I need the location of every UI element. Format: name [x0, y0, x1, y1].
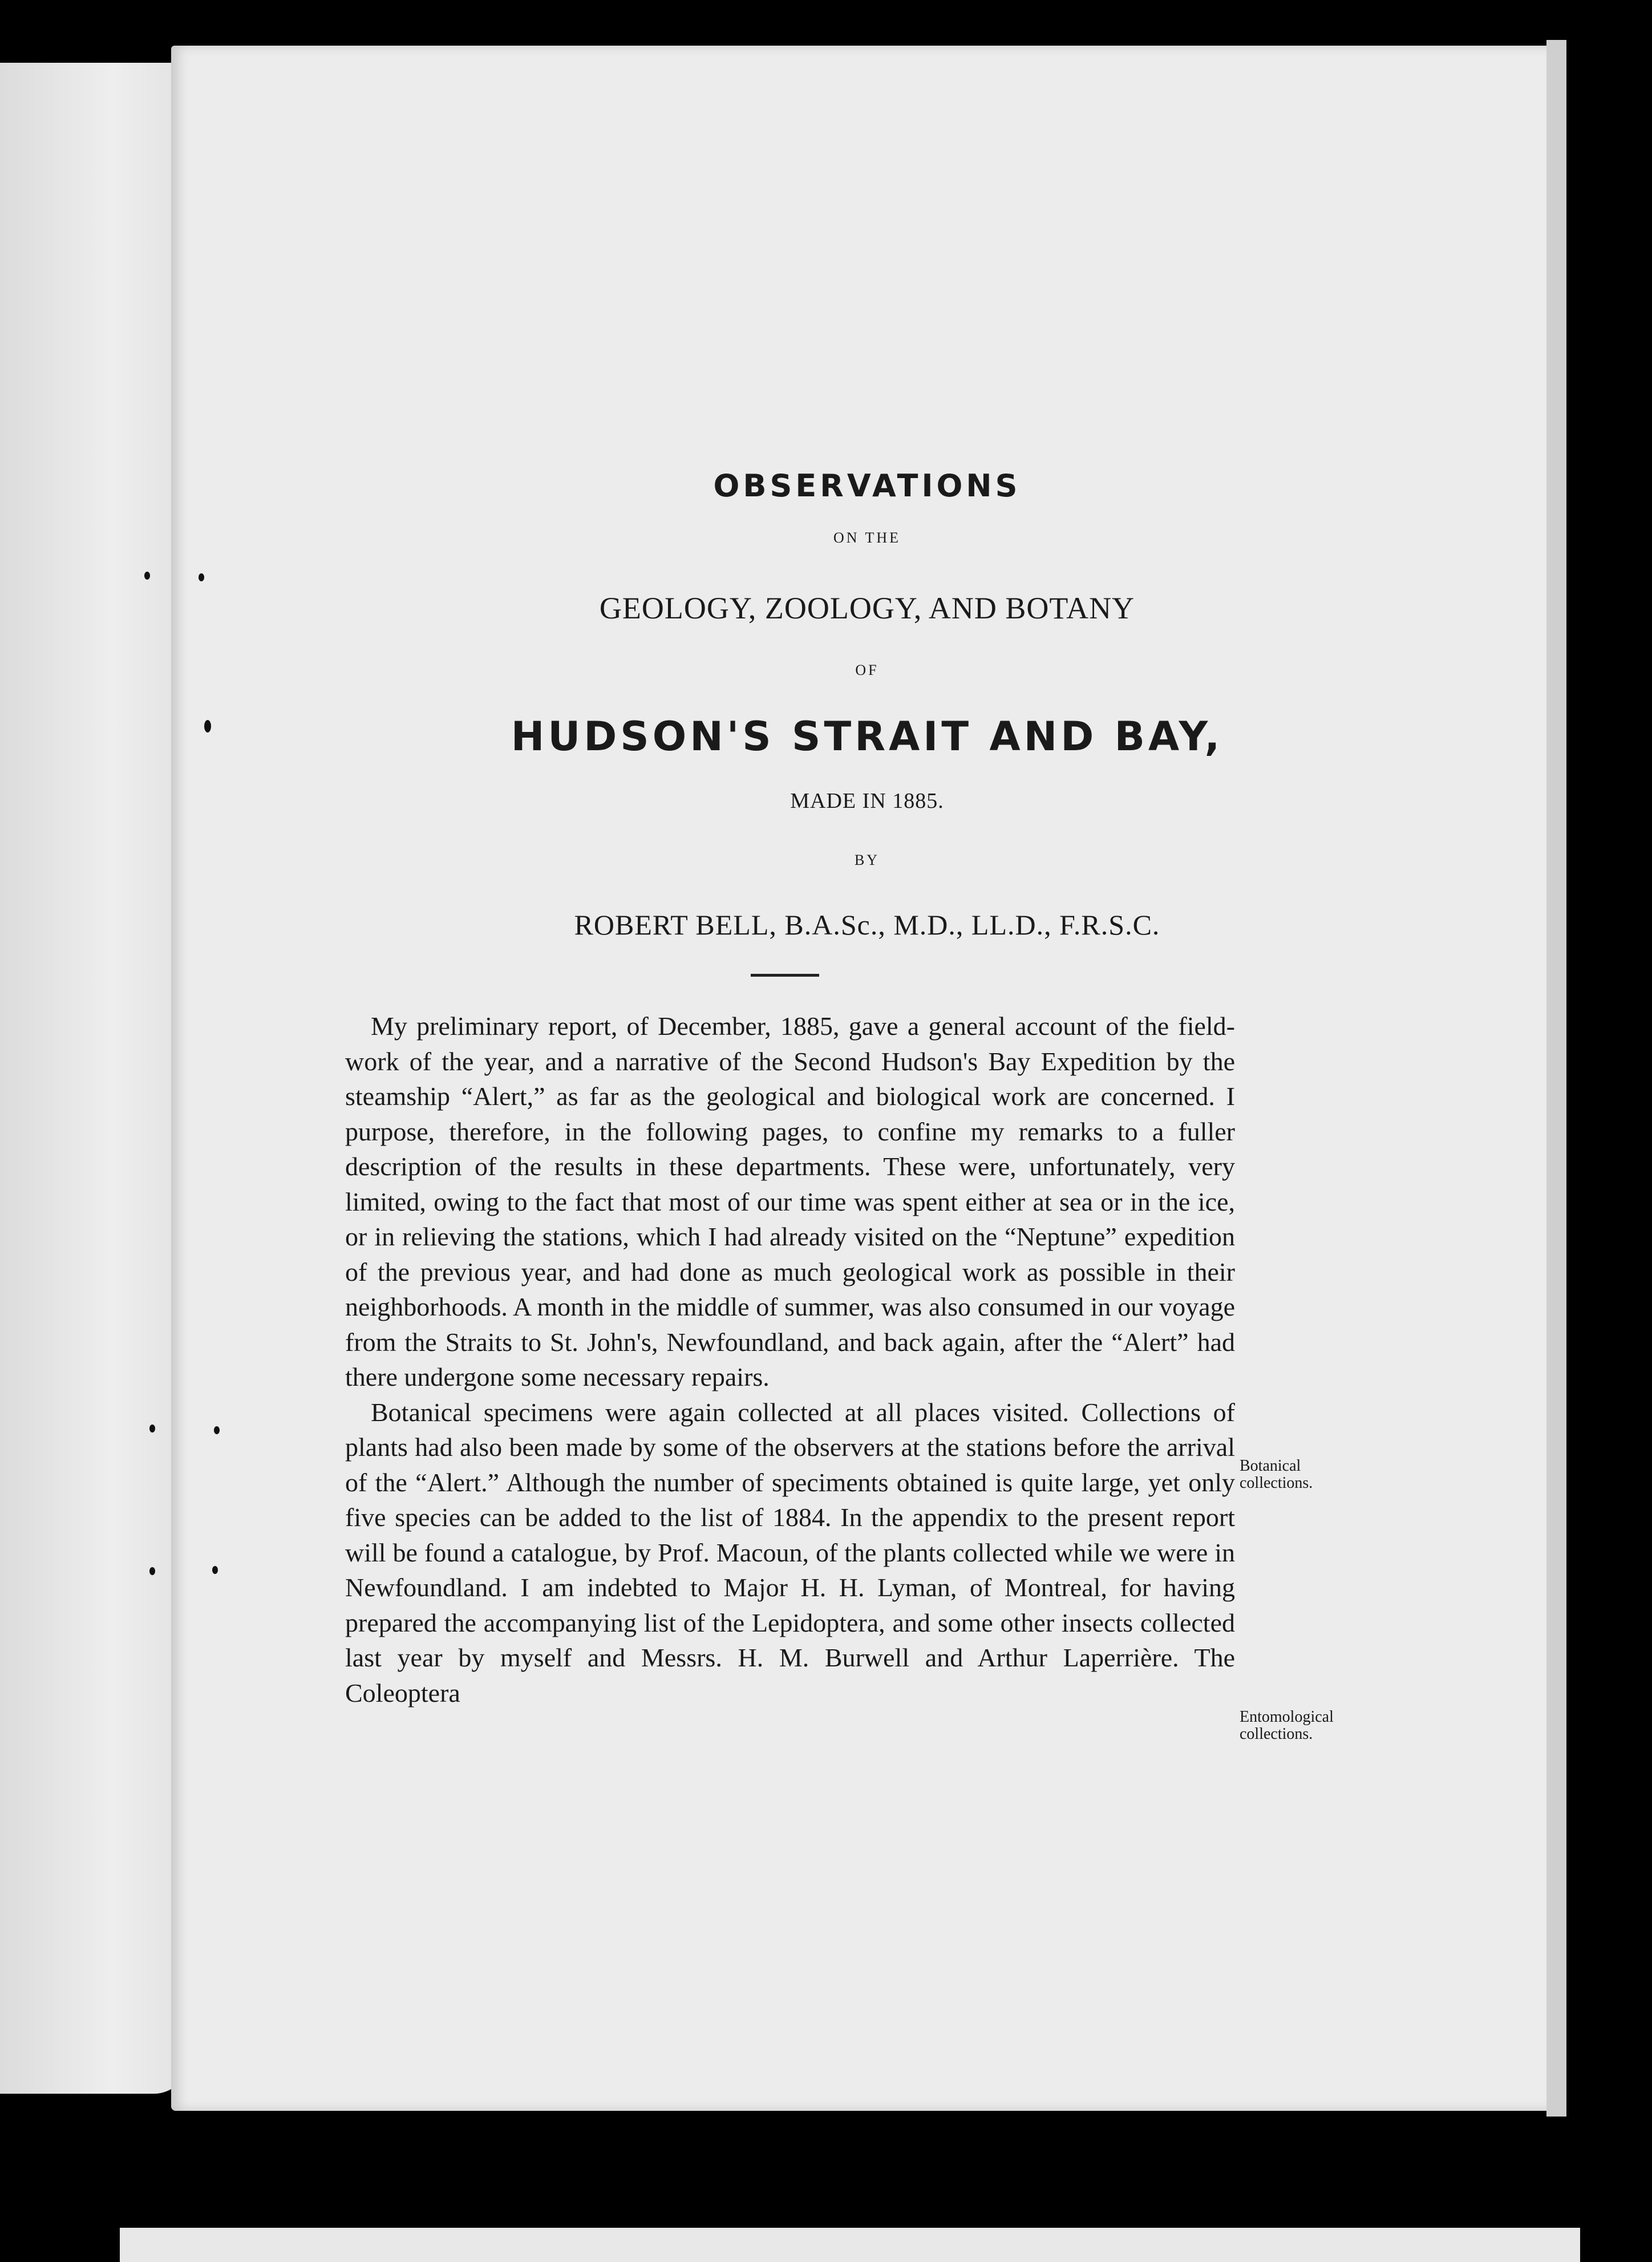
binding-hole — [149, 1425, 155, 1433]
author-line: ROBERT BELL, B.A.Sc., M.D., LL.D., F.R.S.C. — [574, 909, 1160, 941]
next-page-edge — [120, 2228, 1580, 2262]
title-of: OF — [855, 662, 879, 678]
title-rule — [751, 974, 819, 977]
title-observations: OBSERVATIONS — [713, 468, 1021, 504]
title-location: HUDSON'S STRAIT AND BAY, — [511, 713, 1224, 760]
title-on-the: ON THE — [833, 529, 901, 546]
binding-hole — [212, 1566, 218, 1574]
body-text — [345, 1009, 1235, 1710]
title-subjects: GEOLOGY, ZOOLOGY, AND BOTANY — [599, 591, 1135, 625]
binding-hole — [214, 1426, 220, 1434]
margin-note-entomological: Entomological collections. — [1240, 1708, 1334, 1743]
paragraph-2: Botanical specimens were again collected at all places visited. Collections of plants had also been made by some of the observers at the stations before the arrival of the “Alert.” Although the number of speciments obtained is quite large, yet only five species can be added to the list of 1884. In the appendix to the present report will be found a catalogue, by Prof. Macoun, of the plants collected while we were in Newfoundland. I am indebted to Major H. H. Lyman, of Montreal, for having prepared the accompanying list of the Lepidoptera, and some other insects collected last year by myself and Messrs. H. M. Burwell and Arthur Laperrière. The Coleoptera — [345, 1397, 1235, 1707]
binding-hole — [149, 1567, 155, 1575]
binding-hole — [144, 572, 150, 580]
title-by: BY — [854, 852, 880, 868]
binding-hole — [199, 573, 204, 581]
paragraph-1: My preliminary report, of December, 1885, gave a general account of the field-work of the year, and a narrative of the Second Hudson's Bay Expedition by the steamship “Alert,” as far as the geological and biological work are concerned. I purpose, therefore, in the following pages, to confine my remarks to a fuller description of the results in these departments. These were, unfortunately, very limited, owing to the fact that most of our time was spent either at sea or in the ice, or in relieving the stations, which I had already visited on the “Neptune” expedition of the previous year, and had done as much geological work as possible in their neighborhoods. A month in the middle of summer, was also consumed in our voyage from the Straits to St. John's, Newfoundland, and back again, after the “Alert” had there undergone some necessary repairs. — [345, 1011, 1235, 1391]
margin-note-botanical: Botanical collections. — [1240, 1457, 1313, 1492]
title-date: MADE IN 1885. — [790, 789, 944, 813]
left-page-edge — [0, 63, 188, 2094]
page-edge — [1546, 40, 1566, 2117]
